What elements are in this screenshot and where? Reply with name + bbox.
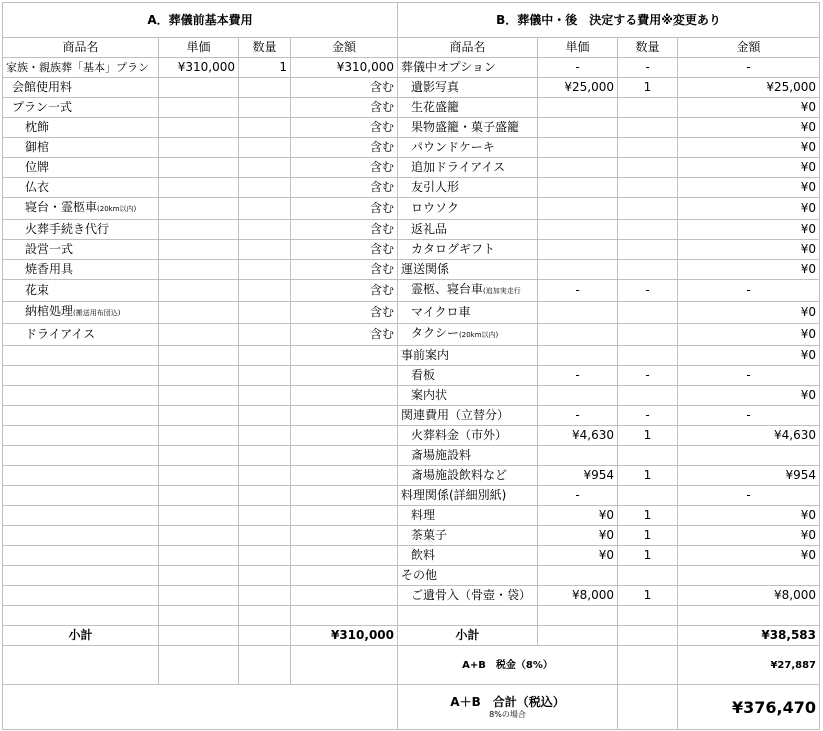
header-amount-a: 金額 <box>291 38 398 58</box>
item-qty-a <box>239 260 291 280</box>
item-unit-a <box>159 138 239 158</box>
item-amount-b: ¥0 <box>678 240 820 260</box>
item-name-b: 遺影写真 <box>398 78 538 98</box>
item-qty-b <box>618 606 678 626</box>
item-amount-b <box>678 606 820 626</box>
table-row <box>3 58 820 78</box>
item-amount-b: ¥0 <box>678 526 820 546</box>
item-amount-a: 含む <box>291 324 398 346</box>
item-amount-a: 含む <box>291 158 398 178</box>
table-row <box>3 178 820 198</box>
empty-cell-a <box>3 506 159 526</box>
empty-cell-a <box>3 426 159 446</box>
table-row <box>3 426 820 446</box>
item-unit-a <box>159 118 239 138</box>
table-row <box>3 198 820 220</box>
item-amount-b <box>678 566 820 586</box>
item-note: (20km以内) <box>97 205 137 213</box>
item-qty-b <box>618 566 678 586</box>
item-name-b: 果物盛籠・菓子盛籠 <box>398 118 538 138</box>
item-amount-a: 含む <box>291 220 398 240</box>
item-amount-b: ¥0 <box>678 178 820 198</box>
table-row <box>3 446 820 466</box>
item-name-b <box>398 606 538 626</box>
item-name-b: 生花盛籠 <box>398 98 538 118</box>
item-qty-a <box>239 98 291 118</box>
table-row <box>3 386 820 406</box>
item-name-b: 看板 <box>398 366 538 386</box>
empty-cell-a <box>159 346 239 366</box>
empty-cell-a <box>3 446 159 466</box>
empty-cell-a <box>239 606 291 626</box>
item-amount-b: ¥0 <box>678 302 820 324</box>
item-qty-b: 1 <box>618 586 678 606</box>
item-name-b: ロウソク <box>398 198 538 220</box>
header-qty-b: 数量 <box>618 38 678 58</box>
table-row <box>3 406 820 426</box>
item-amount-a: 含む <box>291 178 398 198</box>
table-row <box>3 302 820 324</box>
empty-cell-a <box>3 586 159 606</box>
item-name-a: 枕飾 <box>3 118 159 138</box>
item-qty-a <box>239 220 291 240</box>
item-amount-b: ¥0 <box>678 324 820 346</box>
empty-cell-a <box>159 506 239 526</box>
item-amount-b: ¥954 <box>678 466 820 486</box>
item-unit-a <box>159 220 239 240</box>
item-name-a: 納棺処理(搬送用布団込) <box>3 302 159 324</box>
item-qty-b: - <box>618 406 678 426</box>
item-name-a: 焼香用具 <box>3 260 159 280</box>
table-row <box>3 486 820 506</box>
item-unit-a: ¥310,000 <box>159 58 239 78</box>
item-note: (20km以内) <box>459 331 499 339</box>
item-amount-a: 含む <box>291 198 398 220</box>
item-unit-b: ¥0 <box>538 506 618 526</box>
empty-cell-a <box>291 366 398 386</box>
header-qty-a: 数量 <box>239 38 291 58</box>
item-amount-b: ¥0 <box>678 506 820 526</box>
item-unit-b <box>538 606 618 626</box>
item-unit-a <box>159 240 239 260</box>
header-unit-b: 単価 <box>538 38 618 58</box>
item-name-b: 関連費用（立替分） <box>398 406 538 426</box>
item-name-a: 設営一式 <box>3 240 159 260</box>
empty-cell-a <box>291 386 398 406</box>
item-name-b: 葬儀中オプション <box>398 58 538 78</box>
table-row <box>3 566 820 586</box>
empty-cell-a <box>159 486 239 506</box>
item-unit-b: ¥0 <box>538 526 618 546</box>
item-name-a: 家族・親族葬「基本」プラン <box>3 58 159 78</box>
item-name-a: プラン一式 <box>3 98 159 118</box>
empty-cell-a <box>291 606 398 626</box>
subtotal-b-label: 小計 <box>398 626 538 646</box>
item-unit-b <box>538 324 618 346</box>
item-qty-b <box>618 446 678 466</box>
item-amount-a: 含む <box>291 98 398 118</box>
table-row <box>3 78 820 98</box>
item-amount-a: 含む <box>291 240 398 260</box>
item-unit-a <box>159 260 239 280</box>
item-note: (搬送用布団込) <box>73 309 121 317</box>
item-name-b: 火葬料金（市外） <box>398 426 538 446</box>
grand-total-label: A＋B 合計（税込） <box>450 695 565 709</box>
empty-cell-a <box>159 526 239 546</box>
item-amount-b: - <box>678 406 820 426</box>
item-unit-b <box>538 220 618 240</box>
item-amount-b: - <box>678 280 820 302</box>
item-name-a: 御棺 <box>3 138 159 158</box>
item-unit-b <box>538 118 618 138</box>
item-qty-b <box>618 198 678 220</box>
item-name-b: カタログギフト <box>398 240 538 260</box>
item-unit-b: - <box>538 58 618 78</box>
table-row <box>3 98 820 118</box>
subtotal-b-amount: ¥38,583 <box>678 626 820 646</box>
table-row <box>3 158 820 178</box>
item-unit-b: ¥0 <box>538 546 618 566</box>
item-qty-b: - <box>618 280 678 302</box>
empty-cell-a <box>3 366 159 386</box>
empty-cell-a <box>291 466 398 486</box>
item-amount-a: 含む <box>291 138 398 158</box>
item-amount-b: ¥0 <box>678 98 820 118</box>
tax-label: A+B 税金（8%） <box>398 646 618 685</box>
item-amount-b: - <box>678 486 820 506</box>
item-unit-b: ¥8,000 <box>538 586 618 606</box>
item-qty-a <box>239 240 291 260</box>
item-name-a: 会館使用料 <box>3 78 159 98</box>
empty-cell-a <box>159 606 239 626</box>
item-unit-b <box>538 138 618 158</box>
item-qty-a <box>239 198 291 220</box>
empty-cell-a <box>291 546 398 566</box>
item-unit-b <box>538 198 618 220</box>
item-qty-b <box>618 220 678 240</box>
item-amount-b: ¥0 <box>678 118 820 138</box>
item-amount-b: - <box>678 58 820 78</box>
item-name-b: パウンドケーキ <box>398 138 538 158</box>
empty-cell-a <box>159 426 239 446</box>
item-unit-b <box>538 386 618 406</box>
empty-cell-a <box>239 386 291 406</box>
item-amount-a: 含む <box>291 78 398 98</box>
item-unit-a <box>159 78 239 98</box>
empty-cell-a <box>239 546 291 566</box>
item-amount-b: ¥0 <box>678 198 820 220</box>
table-row <box>3 526 820 546</box>
item-name-a: 火葬手続き代行 <box>3 220 159 240</box>
subtotal-a-label: 小計 <box>3 626 159 646</box>
empty-cell-a <box>239 366 291 386</box>
empty-cell-a <box>3 466 159 486</box>
empty-cell-a <box>291 346 398 366</box>
item-unit-b: - <box>538 486 618 506</box>
section-b-title: B．葬儀中・後 決定する費用※変更あり <box>398 3 820 38</box>
item-unit-b: - <box>538 406 618 426</box>
item-amount-b: ¥25,000 <box>678 78 820 98</box>
table-row <box>3 586 820 606</box>
empty-cell-a <box>159 446 239 466</box>
empty-cell-a <box>159 366 239 386</box>
item-amount-b: ¥4,630 <box>678 426 820 446</box>
item-unit-b <box>538 240 618 260</box>
item-qty-b <box>618 386 678 406</box>
empty-cell-a <box>239 526 291 546</box>
empty-cell-a <box>239 346 291 366</box>
table-row <box>3 240 820 260</box>
empty-cell-a <box>3 526 159 546</box>
empty-cell-a <box>291 566 398 586</box>
empty-cell-a <box>239 486 291 506</box>
item-qty-b <box>618 98 678 118</box>
item-qty-b <box>618 486 678 506</box>
item-unit-b: ¥954 <box>538 466 618 486</box>
table-row <box>3 546 820 566</box>
empty-cell-a <box>3 546 159 566</box>
item-name-a: 寝台・霊柩車(20km以内) <box>3 198 159 220</box>
item-qty-b <box>618 158 678 178</box>
item-name-a: 仏衣 <box>3 178 159 198</box>
item-name-b: 霊柩、寝台車(追加実走行 <box>398 280 538 302</box>
item-unit-b: ¥25,000 <box>538 78 618 98</box>
empty-cell-a <box>159 466 239 486</box>
item-name-b: 返礼品 <box>398 220 538 240</box>
item-name-a: ドライアイス <box>3 324 159 346</box>
item-qty-a <box>239 280 291 302</box>
estimate-table <box>2 2 820 730</box>
item-name-a: 位牌 <box>3 158 159 178</box>
item-name-b: 斎場施設飲料など <box>398 466 538 486</box>
empty-cell-a <box>159 406 239 426</box>
item-qty-a <box>239 158 291 178</box>
empty-cell-a <box>3 406 159 426</box>
item-unit-b: - <box>538 366 618 386</box>
header-amount-b: 金額 <box>678 38 820 58</box>
item-unit-b: - <box>538 280 618 302</box>
empty-cell-a <box>291 406 398 426</box>
item-unit-b: ¥4,630 <box>538 426 618 446</box>
item-qty-b <box>618 260 678 280</box>
item-unit-b <box>538 98 618 118</box>
item-qty-b <box>618 178 678 198</box>
item-qty-b <box>618 346 678 366</box>
item-amount-b: ¥8,000 <box>678 586 820 606</box>
table-row <box>3 280 820 302</box>
table-row <box>3 138 820 158</box>
item-unit-a <box>159 98 239 118</box>
table-row <box>3 260 820 280</box>
item-qty-b: - <box>618 58 678 78</box>
item-name-b: タクシー(20km以内) <box>398 324 538 346</box>
item-qty-a <box>239 118 291 138</box>
item-amount-a: ¥310,000 <box>291 58 398 78</box>
item-unit-b <box>538 158 618 178</box>
item-qty-a: 1 <box>239 58 291 78</box>
item-qty-b: 1 <box>618 78 678 98</box>
grand-total-amount: ¥376,470 <box>678 685 820 730</box>
item-qty-a <box>239 138 291 158</box>
empty-cell-a <box>159 386 239 406</box>
item-unit-b <box>538 346 618 366</box>
item-qty-b <box>618 118 678 138</box>
table-row <box>3 346 820 366</box>
table-row <box>3 324 820 346</box>
empty-cell-a <box>239 506 291 526</box>
item-unit-a <box>159 280 239 302</box>
item-unit-a <box>159 324 239 346</box>
empty-cell-a <box>291 506 398 526</box>
item-amount-a: 含む <box>291 302 398 324</box>
empty-cell-a <box>3 486 159 506</box>
empty-cell-a <box>291 586 398 606</box>
item-name-b: 運送関係 <box>398 260 538 280</box>
empty-cell-a <box>291 526 398 546</box>
table-row <box>3 220 820 240</box>
item-unit-a <box>159 198 239 220</box>
item-amount-a: 含む <box>291 260 398 280</box>
empty-cell-a <box>159 546 239 566</box>
tax-amount: ¥27,887 <box>678 646 820 685</box>
item-name-b: 料理関係(詳細別紙) <box>398 486 538 506</box>
table-row <box>3 606 820 626</box>
empty-cell-a <box>291 426 398 446</box>
item-amount-b: ¥0 <box>678 138 820 158</box>
item-name-a: 花束 <box>3 280 159 302</box>
item-unit-b <box>538 446 618 466</box>
subtotal-a-amount: ¥310,000 <box>291 626 398 646</box>
empty-cell-a <box>159 586 239 606</box>
item-qty-b: 1 <box>618 506 678 526</box>
table-row <box>3 506 820 526</box>
empty-cell-a <box>3 346 159 366</box>
empty-cell-a <box>291 486 398 506</box>
empty-cell-a <box>239 566 291 586</box>
header-name-b: 商品名 <box>398 38 538 58</box>
empty-cell-a <box>159 566 239 586</box>
item-qty-a <box>239 78 291 98</box>
header-unit-a: 単価 <box>159 38 239 58</box>
item-amount-b: ¥0 <box>678 158 820 178</box>
item-qty-a <box>239 178 291 198</box>
item-amount-a: 含む <box>291 118 398 138</box>
table-row <box>3 118 820 138</box>
item-name-b: 斎場施設料 <box>398 446 538 466</box>
item-name-b: 飲料 <box>398 546 538 566</box>
grand-total-note: 8%の場合 <box>489 710 526 719</box>
item-name-b: その他 <box>398 566 538 586</box>
item-name-b: 料理 <box>398 506 538 526</box>
item-qty-b <box>618 324 678 346</box>
item-qty-b <box>618 138 678 158</box>
item-qty-b: 1 <box>618 546 678 566</box>
empty-cell-a <box>239 466 291 486</box>
item-qty-b: - <box>618 366 678 386</box>
item-name-b: 事前案内 <box>398 346 538 366</box>
item-unit-a <box>159 158 239 178</box>
item-amount-b: - <box>678 366 820 386</box>
item-unit-b <box>538 566 618 586</box>
item-amount-b: ¥0 <box>678 346 820 366</box>
item-unit-b <box>538 260 618 280</box>
item-unit-a <box>159 302 239 324</box>
item-amount-b <box>678 446 820 466</box>
empty-cell-a <box>239 586 291 606</box>
item-qty-b: 1 <box>618 466 678 486</box>
item-name-b: マイクロ車 <box>398 302 538 324</box>
item-qty-a <box>239 302 291 324</box>
item-qty-b: 1 <box>618 426 678 446</box>
item-name-b: 友引人形 <box>398 178 538 198</box>
item-note: (追加実走行 <box>483 287 521 295</box>
item-name-b: ご遺骨入（骨壺・袋） <box>398 586 538 606</box>
item-qty-a <box>239 324 291 346</box>
item-amount-b: ¥0 <box>678 546 820 566</box>
item-qty-b <box>618 240 678 260</box>
table-row <box>3 366 820 386</box>
item-amount-a: 含む <box>291 280 398 302</box>
header-name-a: 商品名 <box>3 38 159 58</box>
item-name-b: 案内状 <box>398 386 538 406</box>
table-row <box>3 466 820 486</box>
item-amount-b: ¥0 <box>678 220 820 240</box>
empty-cell-a <box>3 566 159 586</box>
empty-cell-a <box>239 426 291 446</box>
empty-cell-a <box>239 406 291 426</box>
item-name-b: 追加ドライアイス <box>398 158 538 178</box>
item-unit-b <box>538 178 618 198</box>
item-qty-b <box>618 302 678 324</box>
item-unit-a <box>159 178 239 198</box>
empty-cell-a <box>239 446 291 466</box>
item-amount-b: ¥0 <box>678 260 820 280</box>
item-unit-b <box>538 302 618 324</box>
empty-cell-a <box>3 386 159 406</box>
empty-cell-a <box>291 446 398 466</box>
item-amount-b: ¥0 <box>678 386 820 406</box>
grand-total-label-cell <box>398 685 618 730</box>
empty-cell-a <box>3 606 159 626</box>
item-qty-b: 1 <box>618 526 678 546</box>
item-name-b: 茶菓子 <box>398 526 538 546</box>
section-a-title: A．葬儀前基本費用 <box>3 3 398 38</box>
